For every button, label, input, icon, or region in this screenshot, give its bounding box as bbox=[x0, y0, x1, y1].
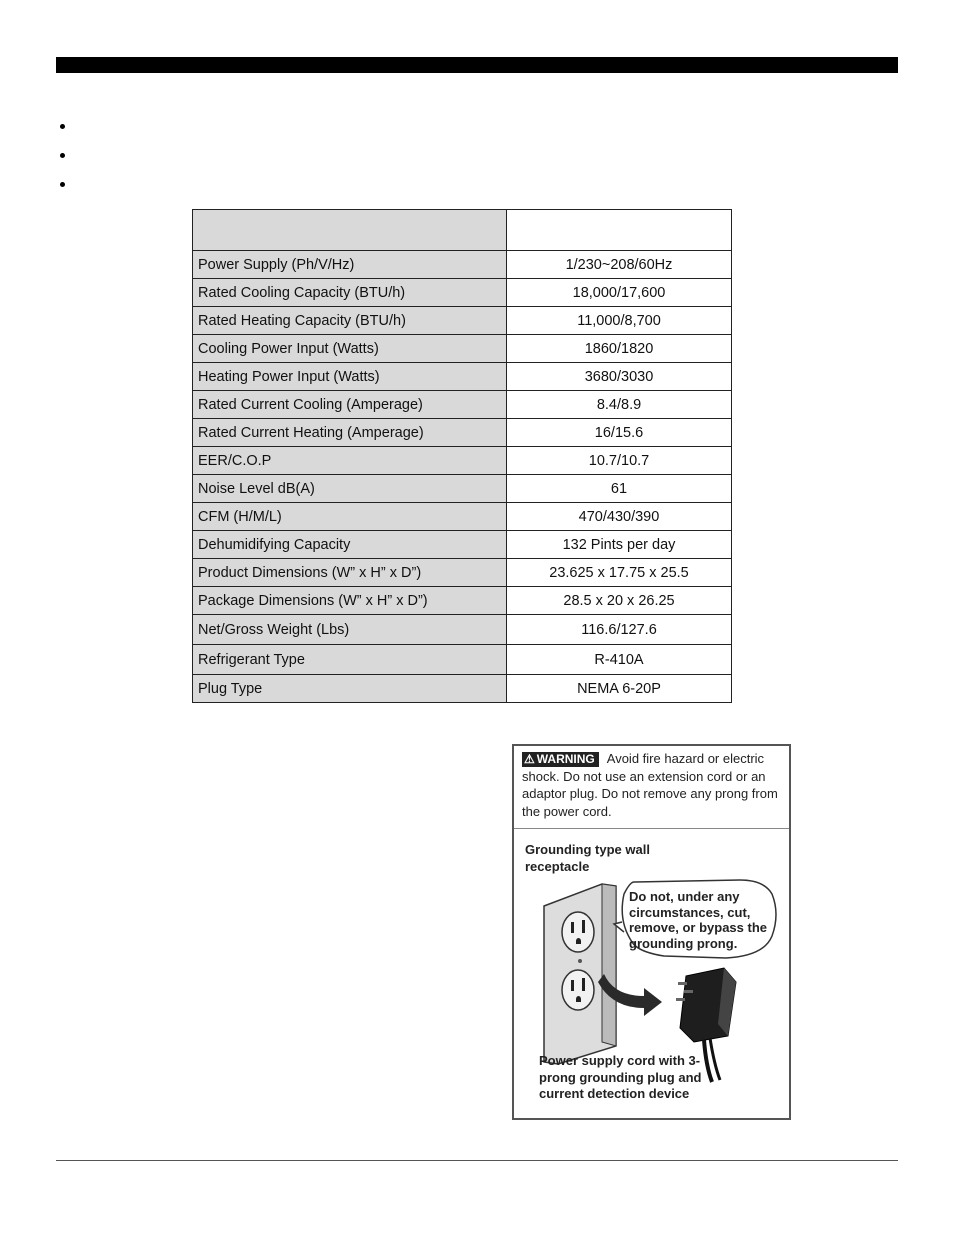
spec-label: Heating Power Input (Watts) bbox=[193, 363, 507, 391]
table-row bbox=[193, 363, 732, 391]
spec-label: Noise Level dB(A) bbox=[193, 475, 507, 503]
footer-rule bbox=[56, 1160, 898, 1161]
warning-icon: ⚠ bbox=[524, 752, 535, 766]
table-row bbox=[193, 251, 732, 279]
grounding-warning-figure bbox=[512, 744, 791, 1120]
spec-value: 470/430/390 bbox=[507, 503, 732, 531]
divider bbox=[514, 828, 789, 829]
spec-value: 23.625 x 17.75 x 25.5 bbox=[507, 559, 732, 587]
spec-label: Power Supply (Ph/V/Hz) bbox=[193, 251, 507, 279]
callout-text: Do not, under any circumstances, cut, remove, or bypass the grounding prong. bbox=[629, 889, 767, 951]
spec-value: 8.4/8.9 bbox=[507, 391, 732, 419]
table-row bbox=[193, 475, 732, 503]
table-row bbox=[193, 307, 732, 335]
bullet-icon bbox=[60, 153, 65, 158]
spec-label: Rated Cooling Capacity (BTU/h) bbox=[193, 279, 507, 307]
list-item bbox=[58, 176, 65, 205]
spec-value: 132 Pints per day bbox=[507, 531, 732, 559]
spec-label: CFM (H/M/L) bbox=[193, 503, 507, 531]
table-row bbox=[193, 391, 732, 419]
table-row bbox=[193, 559, 732, 587]
table-row bbox=[193, 419, 732, 447]
spec-label: Dehumidifying Capacity bbox=[193, 531, 507, 559]
spec-label: Refrigerant Type bbox=[193, 645, 507, 675]
bullet-icon bbox=[60, 124, 65, 129]
spec-label: Product Dimensions (W” x H” x D”) bbox=[193, 559, 507, 587]
specifications-table bbox=[192, 209, 732, 703]
spec-value: 10.7/10.7 bbox=[507, 447, 732, 475]
spec-label: Plug Type bbox=[193, 675, 507, 703]
list-item bbox=[58, 147, 65, 176]
list-item bbox=[58, 118, 65, 147]
table-row bbox=[193, 279, 732, 307]
header-bar bbox=[56, 57, 898, 73]
spec-value: 3680/3030 bbox=[507, 363, 732, 391]
spec-label: Cooling Power Input (Watts) bbox=[193, 335, 507, 363]
spec-label: EER/C.O.P bbox=[193, 447, 507, 475]
spec-value: 11,000/8,700 bbox=[507, 307, 732, 335]
spec-value: 116.6/127.6 bbox=[507, 615, 732, 645]
table-row bbox=[193, 675, 732, 703]
bullet-list bbox=[58, 118, 65, 205]
spec-label: Rated Current Cooling (Amperage) bbox=[193, 391, 507, 419]
table-row bbox=[193, 335, 732, 363]
table-row bbox=[193, 645, 732, 675]
spec-label: Rated Heating Capacity (BTU/h) bbox=[193, 307, 507, 335]
spec-value: 61 bbox=[507, 475, 732, 503]
warning-badge: ⚠ WARNING bbox=[522, 752, 599, 767]
spec-value: NEMA 6-20P bbox=[507, 675, 732, 703]
table-row bbox=[193, 615, 732, 645]
spec-value: 16/15.6 bbox=[507, 419, 732, 447]
table-row bbox=[193, 587, 732, 615]
header-label-cell bbox=[193, 210, 507, 251]
table-header-row bbox=[193, 210, 732, 251]
table-row bbox=[193, 503, 732, 531]
plug-caption: Power supply cord with 3-prong grounding plug and current detection device bbox=[539, 1053, 702, 1101]
spec-label: Net/Gross Weight (Lbs) bbox=[193, 615, 507, 645]
header-value-cell bbox=[507, 210, 732, 251]
spec-label: Rated Current Heating (Amperage) bbox=[193, 419, 507, 447]
table-row bbox=[193, 531, 732, 559]
spec-value: 1/230~208/60Hz bbox=[507, 251, 732, 279]
spec-label: Package Dimensions (W” x H” x D”) bbox=[193, 587, 507, 615]
spec-value: 28.5 x 20 x 26.25 bbox=[507, 587, 732, 615]
table-row bbox=[193, 447, 732, 475]
spec-value: R-410A bbox=[507, 645, 732, 675]
spec-value: 1860/1820 bbox=[507, 335, 732, 363]
wall-receptacle-icon bbox=[544, 884, 616, 1064]
bullet-icon bbox=[60, 182, 65, 187]
receptacle-caption: Grounding type wall receptacle bbox=[525, 842, 650, 874]
spec-value: 18,000/17,600 bbox=[507, 279, 732, 307]
warning-text: ⚠ WARNING Avoid fire hazard or electric shock. Do not use an extension cord or an adaptor plug. Do not remove any prong from the power cord. bbox=[522, 751, 778, 819]
